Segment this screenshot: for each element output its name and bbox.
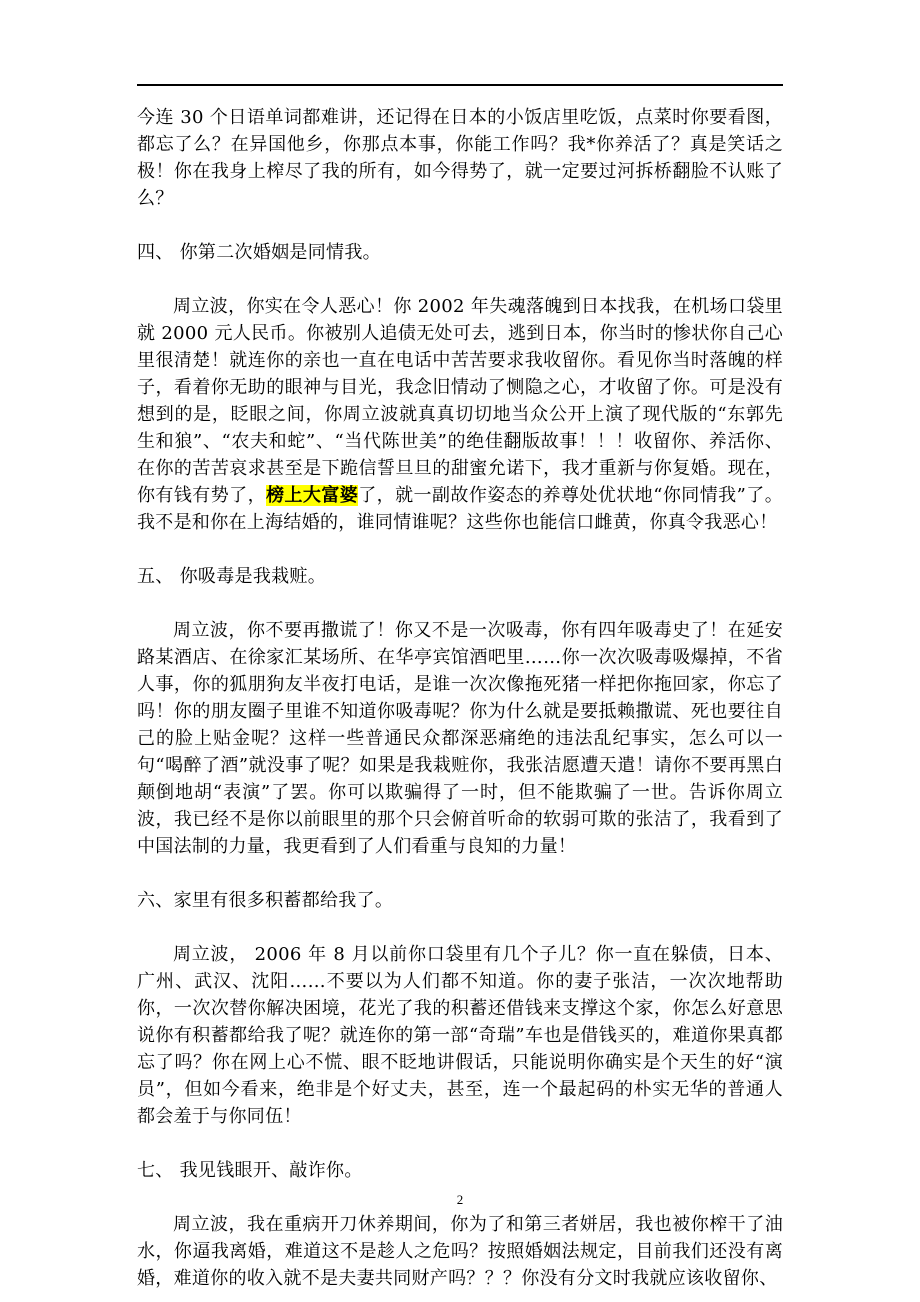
paragraph-section-7: 周立波，我在重病开刀休养期间，你为了和第三者姘居，我也被你榨干了油水，你逼我离婚，难道这不是趁人之危吗？按照婚姻法规定，目前我们还没有离婚，难道你的收入就不是夫妻共同财产吗？？？你没有分文时我就应该收留你、 [137,1214,783,1289]
paragraph-section-4 [137,293,783,536]
section-heading-4: 四、 你第二次婚姻是同情我。 [137,242,381,263]
section-heading-7: 七、 我见钱眼开、敲诈你。 [137,1160,363,1181]
paragraph-section-5: 周立波，你不要再撒谎了！你又不是一次吸毒，你有四年吸毒史了！在延安路某酒店、在徐家汇某场所、在华亭宾馆酒吧里……你一次次吸毒吸爆掉，不省人事，你的狐朋狗友半夜打电话，是谁一次次像拖死猪一样把你拖回家，你忘了吗！你的朋友圈子里谁不知道你吸毒呢？你为什么就是要抵赖撒谎、死也要往自己的脸上贴金呢？这样一些普通民众都深恶痛绝的违法乱纪事实，怎么可以一句“喝醉了酒”就没事了呢？如果是我栽赃你，我张洁愿遭天遣！请你不要再黑白颠倒地胡“表演”了罢。你可以欺骗得了一时，但不能欺骗了一世。告诉你周立波，我已经不是你以前眼里的那个只会俯首听命的软弱可欺的张洁了，我看到了中国法制的力量，我更看到了人们看重与良知的力量！ [137,620,783,857]
paragraph-section-4-text-a: 周立波，你实在令人恶心！你 2002 年失魂落魄到日本找我，在机场口袋里就 2000 元人民币。你被别人追债无处可去，逃到日本，你当时的惨状你自己心里很清楚！就连你的亲也一直在电话中苦苦要求我收留你。看见你当时落魄的样子，看着你无助的眼神与目光，我念旧情动了恻隐之心，才收留了你。可是没有想到的是，眨眼之间，你周立波就真真切切地当众公开上演了现代版的“东郭先生和狼”、“农夫和蛇”、“当代陈世美”的绝佳翻版故事！！！收留你、养活你、在你的苦苦哀求甚至是下跪信誓旦旦的甜蜜允诺下，我才重新与你复婚。现在，你有钱有势了， [137,296,783,506]
paragraph-section-6: 周立波， 2006 年 8 月以前你口袋里有几个子儿？你一直在躲债，日本、广州、武汉、沈阳……不要以为人们都不知道。你的妻子张洁，一次次地帮助你，一次次替你解决困境，花光了我的积蓄还借钱来支撑这个家，你怎么好意思说你有积蓄都给我了呢？就连你的第一部“奇瑞”车也是借钱买的，难道你果真都忘了吗？你在网上心不慌、眼不眨地讲假话，只能说明你确实是个天生的好“演员”，但如今看来，绝非是个好丈夫，甚至，连一个最起码的朴实无华的普通人都会羞于与你同伍！ [137,944,783,1127]
document-body [137,104,783,1292]
section-heading-5: 五、 你吸毒是我栽赃。 [137,566,327,587]
paragraph-continued: 今连 30 个日语单词都难讲，还记得在日本的小饭店里吃饭，点菜时你要看图，都忘了么？在异国他乡，你那点本事，你能工作吗？我*你养活了？真是笑话之极！你在我身上榨尽了我的所有，如今得势了，就一定要过河拆桥翻脸不认账了么？ [137,107,783,209]
page-number: 2 [456,1192,464,1207]
paragraph-section-4-text-b: 了，就一副故作姿态的养尊处优状地“你同情我”了。我不是和你在上海结婚的，谁同情谁呢？这些你也能信口雌黄，你真令我恶心！ [137,485,783,533]
header-rule [137,84,783,86]
section-heading-6: 六、家里有很多积蓄都给我了。 [137,890,394,911]
highlighted-phrase: 榜上大富婆 [266,485,359,506]
